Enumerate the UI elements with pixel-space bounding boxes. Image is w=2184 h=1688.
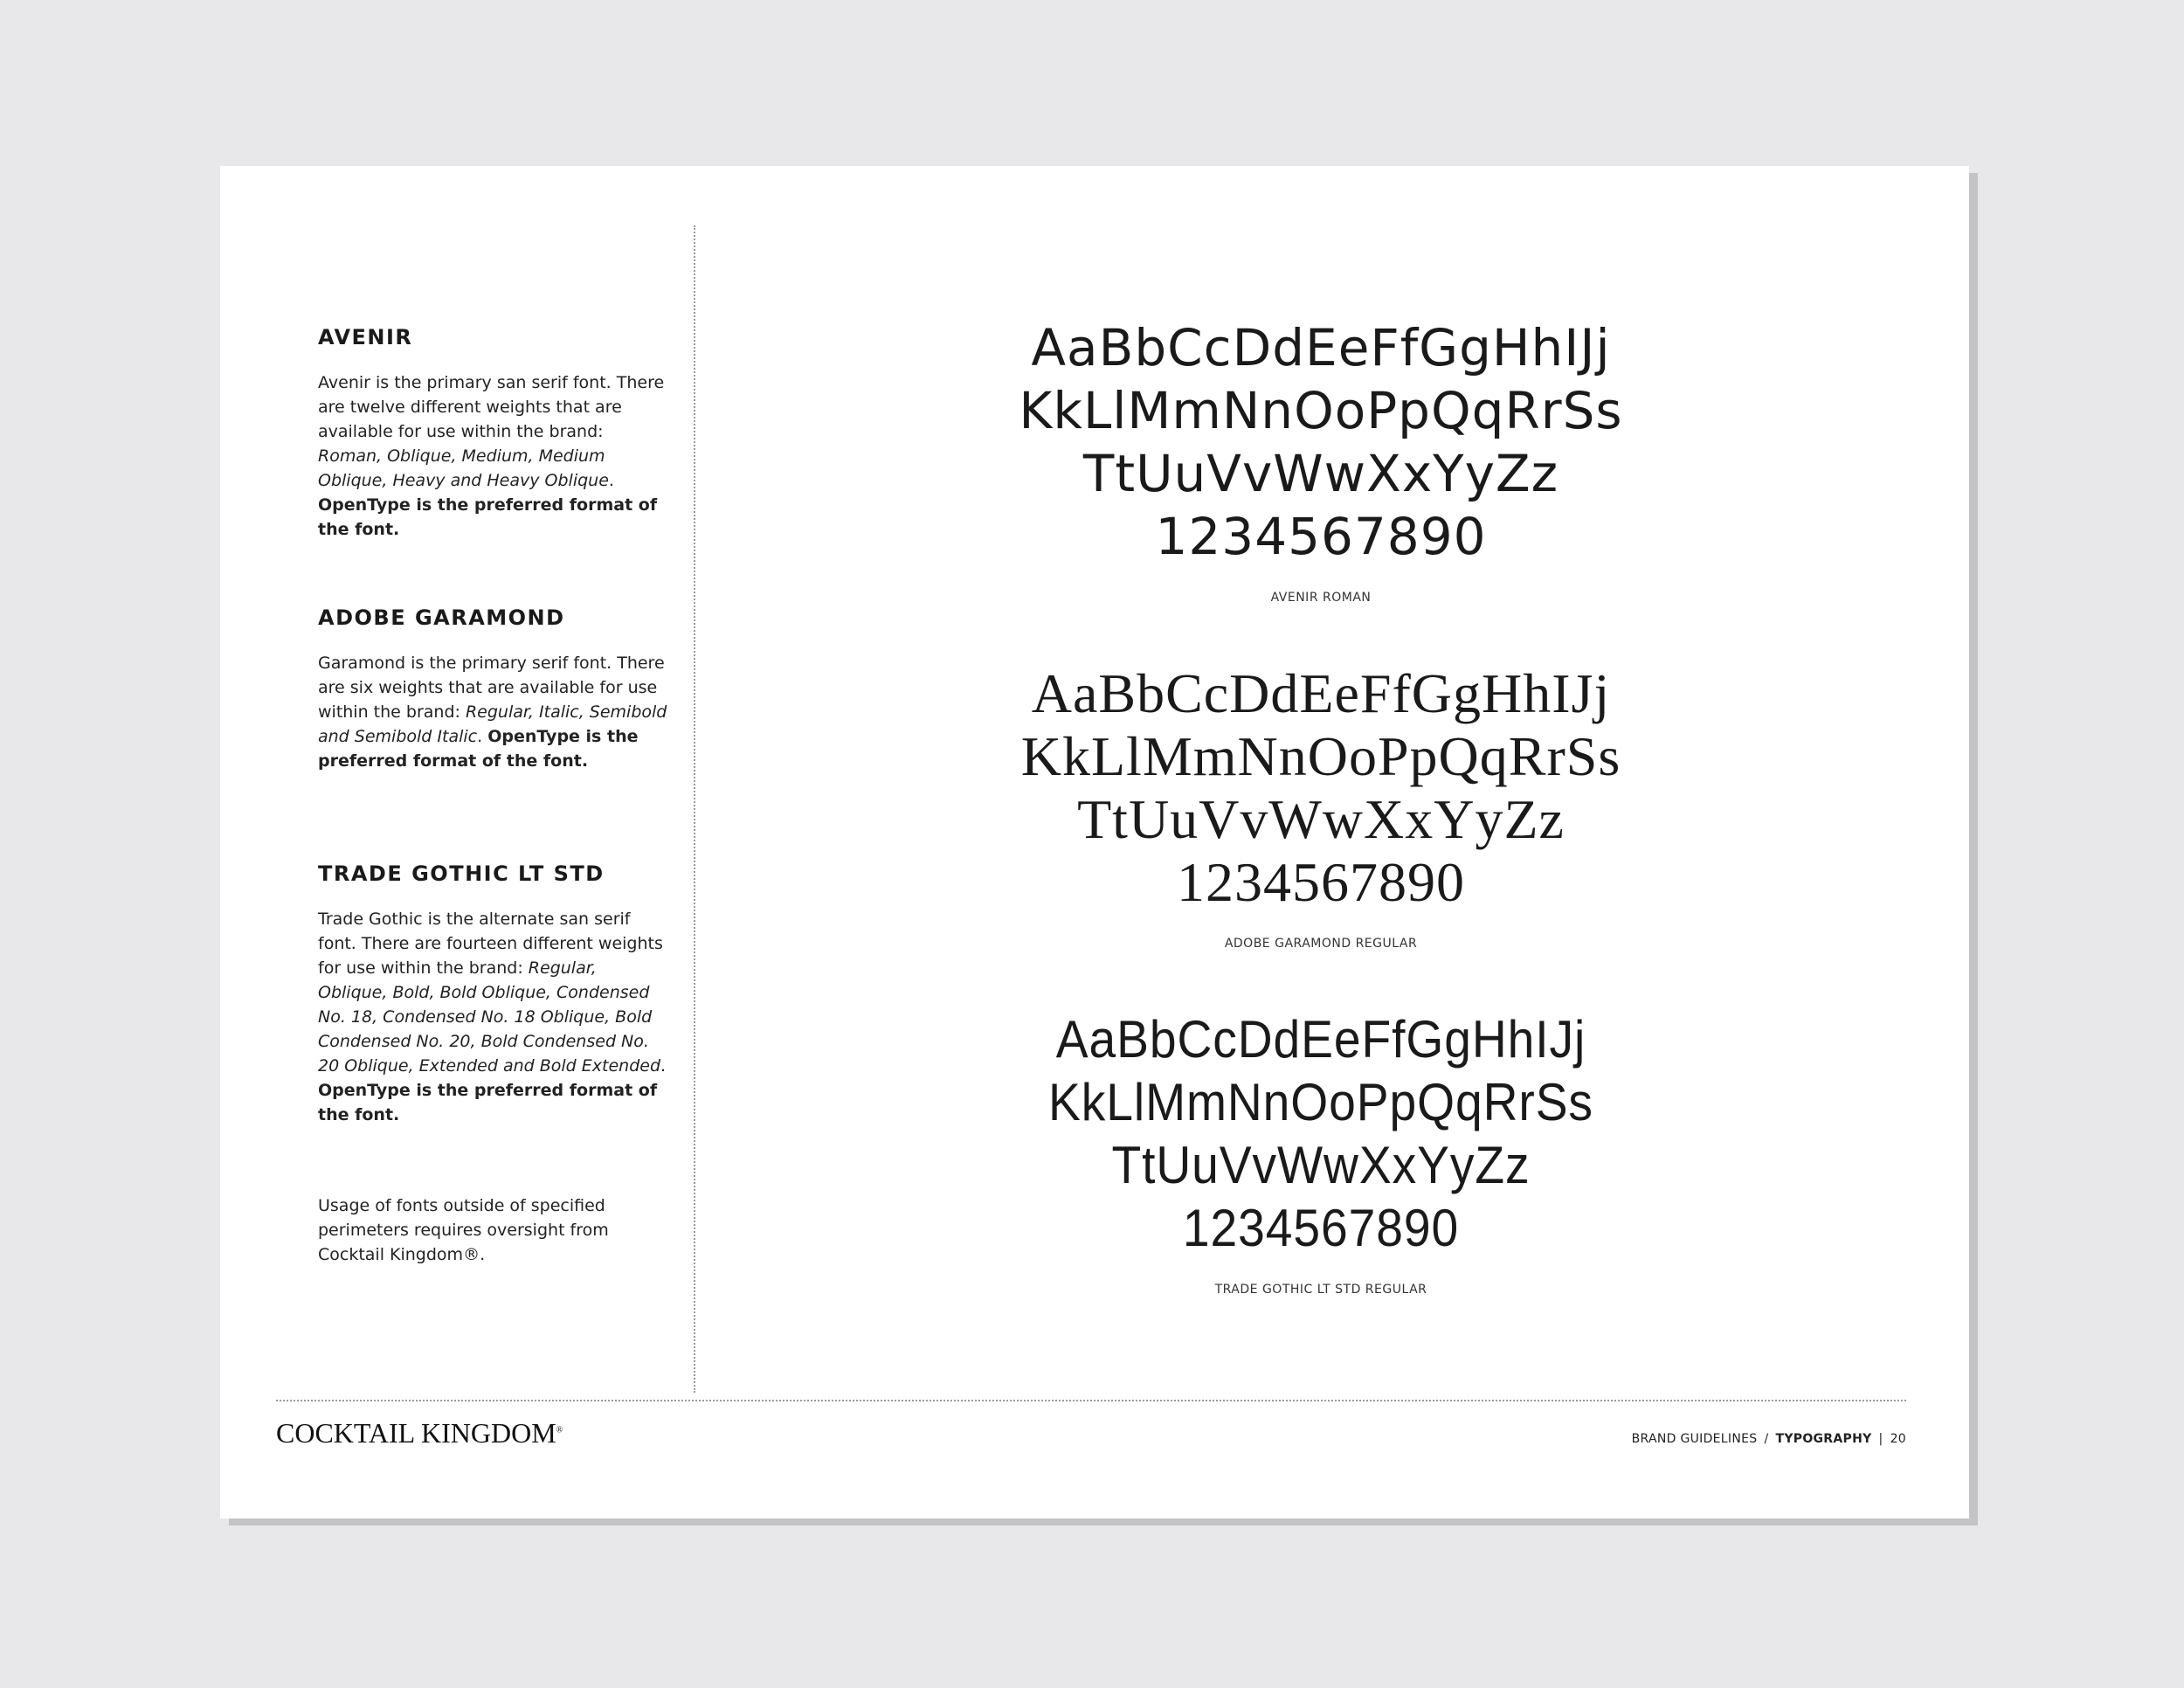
- font-description-trade-gothic: [318, 907, 667, 1127]
- specimen-caption-garamond: ADOBE GARAMOND REGULAR: [1224, 937, 1418, 951]
- font-heading-garamond: ADOBE GARAMOND: [318, 605, 565, 630]
- desc-format: OpenType is the preferred format of the font.: [318, 1081, 658, 1124]
- font-section-trade-gothic: [318, 861, 667, 1127]
- desc-text: Garamond is the primary serif font. There are six weights that are available for use within the brand:: [318, 654, 665, 722]
- vertical-divider: [694, 225, 695, 1393]
- font-section-avenir: [318, 325, 667, 542]
- specimen-line: AaBbCcDdEeFfGgHhIJj: [1031, 662, 1611, 724]
- document-page: [220, 166, 1969, 1519]
- specimen-line: 1234567890: [1182, 1199, 1460, 1257]
- specimen-line: AaBbCcDdEeFfGgHhIJj: [1055, 1010, 1586, 1069]
- desc-weights: Regular, Oblique, Bold, Bold Oblique, Condensed No. 18, Condensed No. 18 Oblique, Bold Condensed No. 20, Bold Condensed No. 20 Oblique, Extended and Bold Extended: [318, 958, 661, 1076]
- footer-divider: [276, 1400, 1906, 1401]
- desc-punct: .: [660, 1056, 667, 1076]
- specimen-line: TtUuVvWwXxYyZz: [1077, 788, 1565, 850]
- desc-punct: .: [477, 727, 488, 746]
- desc-text: Trade Gothic is the alternate san serif font. There are fourteen different weights for use within the brand:: [318, 910, 663, 978]
- specimen-trade-gothic: [744, 1008, 1897, 1297]
- specimen-line: 1234567890: [1177, 851, 1465, 913]
- specimen-line: KkLlMmNnOoPpQqRrSs: [1020, 725, 1621, 787]
- logo-wordmark: COCKTAIL KINGDOM: [276, 1417, 556, 1449]
- specimen-line: AaBbCcDdEeFfGgHhIJj: [1031, 318, 1611, 377]
- specimen-garamond: [744, 662, 1897, 951]
- font-description-avenir: [318, 370, 667, 542]
- specimen-avenir: [744, 316, 1897, 605]
- footer-breadcrumb: [1632, 1432, 1906, 1446]
- specimen-line: KkLlMmNnOoPpQqRrSs: [1048, 1073, 1593, 1131]
- breadcrumb-current: TYPOGRAPHY: [1775, 1432, 1872, 1446]
- specimen-line: KkLlMmNnOoPpQqRrSs: [1019, 381, 1623, 440]
- breadcrumb-separator: /: [1764, 1432, 1769, 1446]
- page-number: 20: [1890, 1432, 1906, 1446]
- desc-weights: Regular, Italic, Semibold and Semibold Italic: [318, 702, 667, 746]
- desc-text: Avenir is the primary san serif font. There are twelve different weights that are available for use within the brand:: [318, 373, 665, 441]
- desc-punct: .: [608, 471, 614, 490]
- font-heading-trade-gothic: TRADE GOTHIC LT STD: [318, 861, 605, 886]
- desc-weights: Roman, Oblique, Medium, Medium Oblique, Heavy and Heavy Oblique: [318, 446, 609, 490]
- logo-registered-mark: ®: [556, 1425, 563, 1435]
- brand-logo: [276, 1417, 563, 1449]
- specimen-caption-avenir: AVENIR ROMAN: [1270, 591, 1372, 605]
- usage-note: Usage of fonts outside of specified perimeters requires oversight from Cocktail Kingdom®.: [318, 1196, 609, 1264]
- font-section-garamond: [318, 605, 667, 773]
- specimen-line: TtUuVvWwXxYyZz: [1111, 1136, 1531, 1194]
- desc-format: OpenType is the preferred format of the font.: [318, 727, 639, 771]
- desc-format: OpenType is the preferred format of the font.: [318, 495, 658, 539]
- font-description-garamond: [318, 651, 667, 773]
- breadcrumb-section: BRAND GUIDELINES: [1631, 1432, 1758, 1446]
- font-heading-avenir: AVENIR: [318, 325, 413, 349]
- specimen-caption-trade-gothic: TRADE GOTHIC LT STD REGULAR: [1214, 1283, 1427, 1297]
- specimen-line: TtUuVvWwXxYyZz: [1082, 444, 1559, 503]
- page-separator: |: [1878, 1432, 1883, 1446]
- specimen-line: 1234567890: [1155, 507, 1487, 566]
